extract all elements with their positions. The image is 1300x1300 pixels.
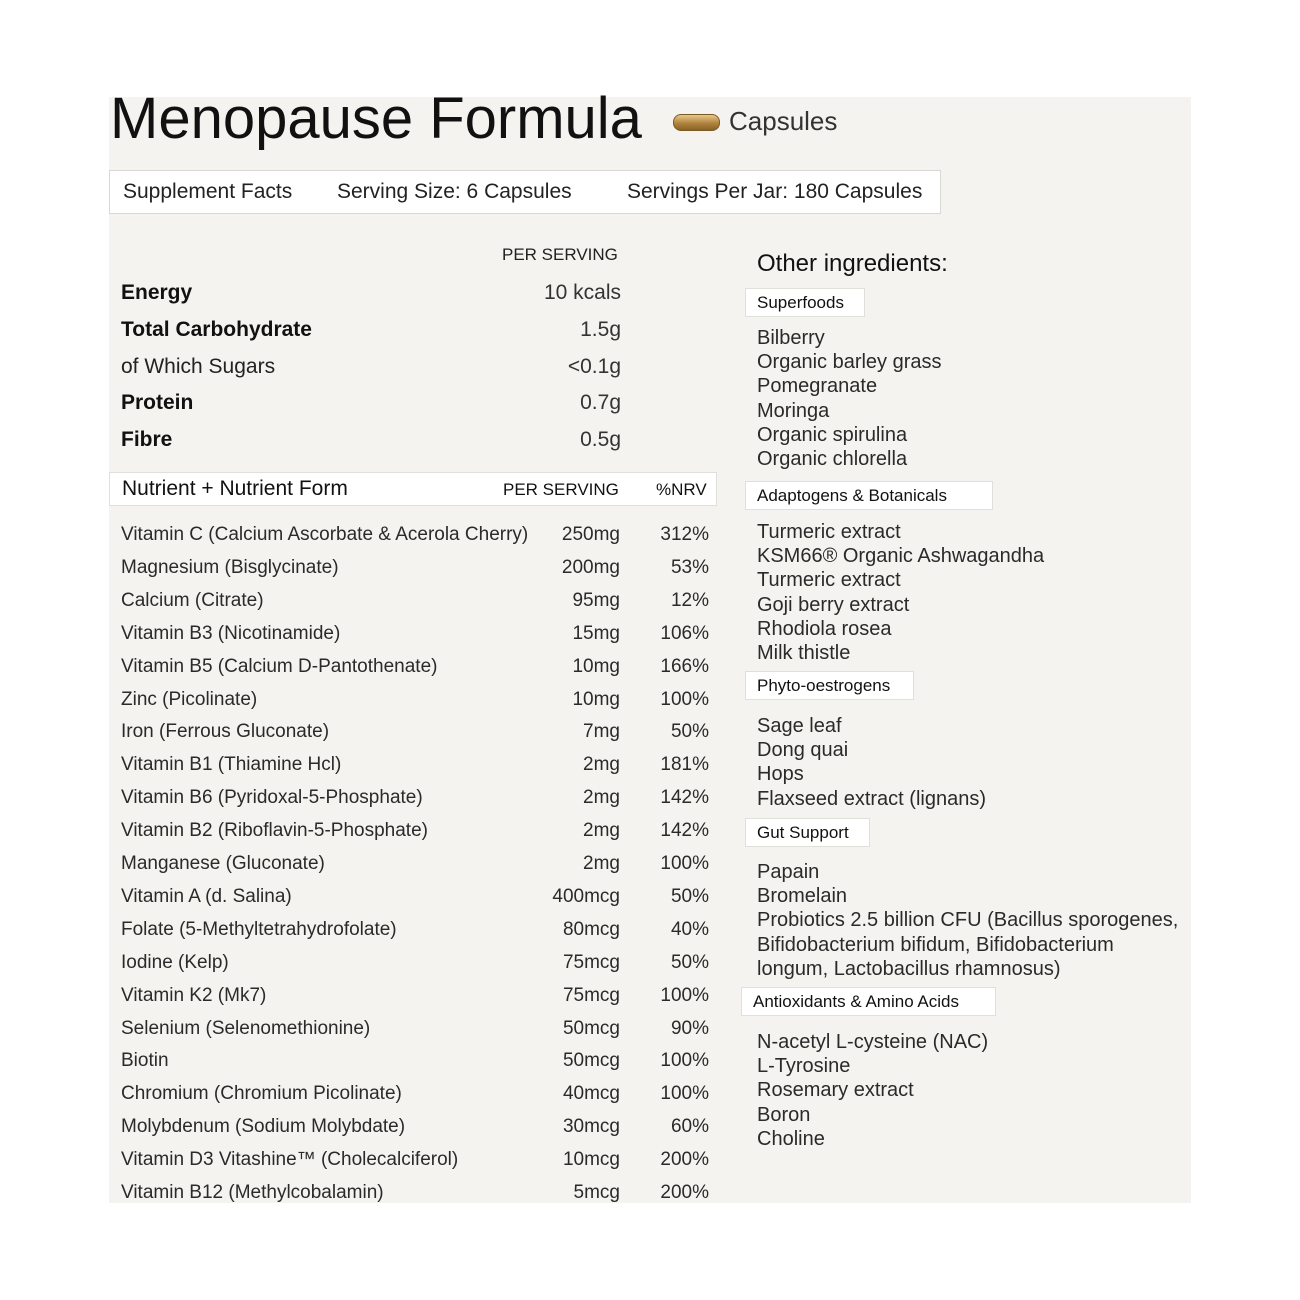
nutrient-name: Vitamin B1 (Thiamine Hcl): [121, 754, 342, 776]
nutrient-nrv: 60%: [670, 1116, 709, 1138]
nutrient-name: Vitamin K2 (Mk7): [121, 984, 267, 1006]
table-row: [121, 588, 709, 618]
nutrient-nrv: 53%: [670, 556, 709, 578]
table-row: [121, 1016, 709, 1046]
nutrient-name: Vitamin C (Calcium Ascorbate & Acerola Cherry): [121, 524, 529, 545]
ingredient-item: Organic chlorella: [757, 448, 908, 470]
nutrient-nrv: 100%: [660, 1083, 709, 1105]
ingredient-item: Bifidobacterium bifidum, Bifidobacterium: [757, 933, 1114, 956]
servings-per-jar: Servings Per Jar: 180 Capsules: [627, 180, 923, 203]
nutrient-amount: 15mg: [572, 622, 620, 644]
per-serving-column-header: PER SERVING: [503, 480, 619, 499]
table-row: [121, 818, 709, 848]
nutrient-name: Calcium (Citrate): [121, 589, 264, 611]
nutrient-amount: 2mg: [583, 853, 620, 874]
nutrient-nrv: 50%: [670, 721, 709, 743]
nutrition-name: Fibre: [121, 428, 173, 451]
serving-size: Serving Size: 6 Capsules: [337, 180, 572, 203]
product-title: Menopause Formula: [110, 86, 642, 151]
ingredient-item: Sage leaf: [757, 715, 842, 737]
ingredient-item: Bromelain: [757, 885, 848, 908]
table-row: [121, 1147, 709, 1177]
nutrient-table-header: [109, 472, 717, 506]
nutrient-amount: 10mcg: [562, 1149, 620, 1171]
table-row: [121, 1114, 709, 1144]
table-row: [121, 1081, 709, 1111]
nutrient-amount: 400mcg: [552, 885, 620, 907]
nutrient-amount: 30mcg: [562, 1116, 620, 1138]
ingredient-item: Papain: [757, 861, 820, 883]
nutrient-name: Chromium (Chromium Picolinate): [121, 1083, 402, 1105]
nutrient-nrv: 166%: [660, 655, 709, 677]
nutrition-name: Total Carbohydrate: [121, 318, 312, 341]
table-row: [121, 1048, 709, 1078]
nutrient-nrv: 100%: [660, 688, 709, 710]
nutrient-amount: 7mg: [583, 721, 620, 743]
ingredient-item: Choline: [757, 1127, 825, 1150]
ingredient-item: longum, Lactobacillus rhamnosus): [757, 957, 1061, 980]
nutrient-nrv: 142%: [660, 787, 709, 809]
nutrient-nrv: 312%: [660, 524, 709, 545]
nutrition-value: <0.1g: [567, 355, 621, 378]
nutrient-name: Magnesium (Bisglycinate): [121, 556, 339, 578]
nutrient-name: Vitamin B3 (Nicotinamide): [121, 622, 341, 644]
nutrient-name: Molybdenum (Sodium Molybdate): [121, 1116, 406, 1138]
nutrient-name: Iodine (Kelp): [121, 951, 229, 973]
nutrient-name: Zinc (Picolinate): [121, 688, 258, 710]
nutrient-nrv: 142%: [660, 820, 709, 842]
table-row: [121, 654, 709, 684]
nutrient-nrv: 90%: [670, 1017, 709, 1039]
nutrient-nrv: 50%: [670, 951, 709, 973]
nutrient-name: Biotin: [121, 1050, 169, 1072]
ingredient-category-label: Phyto-oestrogens: [745, 671, 914, 700]
nrv-column-header: %NRV: [656, 480, 707, 499]
nutrition-row: [121, 389, 621, 419]
nutrition-value: 1.5g: [580, 318, 621, 341]
nutrition-row: [121, 279, 621, 309]
nutrient-amount: 10mg: [572, 688, 620, 710]
ingredient-category-label: Gut Support: [745, 818, 870, 847]
nutrient-amount: 95mg: [572, 589, 620, 611]
nutrition-value: 0.5g: [580, 428, 621, 451]
nutrient-name: Folate (5-Methyltetrahydrofolate): [121, 918, 397, 940]
ingredient-item: Rhodiola rosea: [757, 617, 892, 640]
ingredient-category-label: Adaptogens & Botanicals: [745, 481, 993, 510]
table-row: [121, 555, 709, 585]
nutrient-column-header: Nutrient + Nutrient Form: [122, 477, 348, 500]
nutrient-nrv: 200%: [660, 1149, 709, 1171]
nutrition-row: [121, 316, 621, 346]
table-row: [121, 851, 709, 881]
table-row: [121, 522, 709, 552]
table-row: [121, 719, 709, 749]
nutrient-amount: 2mg: [583, 820, 620, 842]
ingredient-item: Organic spirulina: [757, 423, 908, 446]
ingredient-item: Turmeric extract: [757, 521, 901, 543]
capsule-label: Capsules: [729, 106, 838, 136]
nutrient-amount: 50mcg: [562, 1017, 620, 1039]
ingredient-item: Hops: [757, 763, 804, 786]
nutrition-row: [121, 353, 621, 383]
table-row: [121, 917, 709, 947]
capsule-icon: [673, 114, 720, 131]
nutrient-amount: 40mcg: [562, 1083, 620, 1105]
table-row: [121, 687, 709, 717]
nutrition-value: 10 kcals: [543, 281, 621, 304]
nutrient-name: Vitamin A (d. Salina): [121, 885, 292, 907]
nutrient-amount: 75mcg: [562, 984, 620, 1006]
nutrient-nrv: 100%: [660, 984, 709, 1006]
table-row: [121, 752, 709, 782]
nutrient-amount: 80mcg: [562, 918, 620, 940]
nutrient-amount: 10mg: [572, 655, 620, 677]
nutrient-amount: 200mg: [561, 556, 620, 578]
ingredient-item: Boron: [757, 1103, 811, 1126]
nutrient-name: Vitamin B5 (Calcium D-Pantothenate): [121, 655, 438, 677]
table-row: [121, 1180, 709, 1210]
ingredient-item: Dong quai: [757, 739, 849, 762]
ingredient-item: Bilberry: [757, 327, 825, 349]
nutrient-nrv: 12%: [670, 589, 709, 611]
ingredient-item: Probiotics 2.5 billion CFU (Bacillus sporogenes,: [757, 909, 1179, 932]
nutrient-name: Vitamin B12 (Methylcobalamin): [121, 1182, 384, 1203]
table-row: [121, 983, 709, 1013]
nutrition-value: 0.7g: [580, 391, 621, 414]
nutrition-row: [121, 426, 621, 456]
ingredient-item: N-acetyl L-cysteine (NAC): [757, 1031, 989, 1053]
table-row: [121, 621, 709, 651]
nutrition-name: Protein: [121, 391, 194, 414]
nutrient-nrv: 200%: [660, 1182, 709, 1203]
ingredient-category-label: Antioxidants & Amino Acids: [741, 987, 996, 1016]
nutrient-name: Vitamin B2 (Riboflavin-5-Phosphate): [121, 820, 428, 842]
table-row: [121, 785, 709, 815]
ingredient-item: Goji berry extract: [757, 593, 910, 616]
nutrient-nrv: 100%: [660, 1050, 709, 1072]
nutrient-amount: 250mg: [561, 524, 620, 545]
nutrient-nrv: 50%: [670, 885, 709, 907]
ingredient-item: Organic barley grass: [757, 351, 942, 374]
ingredient-item: Milk thistle: [757, 642, 851, 664]
ingredient-item: KSM66® Organic Ashwagandha: [757, 545, 1045, 568]
ingredient-item: Flaxseed extract (lignans): [757, 787, 986, 810]
nutrition-per-serving-header: PER SERVING: [502, 245, 618, 264]
supplement-facts-label: Supplement Facts: [123, 180, 293, 203]
nutrient-amount: 75mcg: [562, 951, 620, 973]
ingredient-category-label: Superfoods: [745, 288, 865, 317]
nutrient-name: Vitamin D3 Vitashine™ (Cholecalciferol): [121, 1149, 459, 1171]
ingredient-item: Moringa: [757, 399, 830, 422]
nutrient-amount: 5mcg: [573, 1182, 620, 1203]
ingredient-item: Rosemary extract: [757, 1079, 914, 1102]
nutrient-nrv: 40%: [670, 918, 709, 940]
ingredient-item: L-Tyrosine: [757, 1055, 851, 1078]
nutrition-name: Energy: [121, 281, 193, 304]
table-row: [121, 884, 709, 914]
nutrition-name: of Which Sugars: [121, 355, 276, 378]
supplement-facts-bar: [109, 170, 941, 214]
nutrient-amount: 2mg: [583, 754, 620, 776]
ingredient-item: Turmeric extract: [757, 569, 901, 592]
ingredient-item: Pomegranate: [757, 375, 878, 398]
nutrient-nrv: 100%: [660, 853, 709, 874]
nutrient-name: Selenium (Selenomethionine): [121, 1017, 371, 1039]
nutrient-name: Iron (Ferrous Gluconate): [121, 721, 330, 743]
nutrient-amount: 50mcg: [562, 1050, 620, 1072]
nutrient-amount: 2mg: [583, 787, 620, 809]
nutrient-nrv: 181%: [660, 754, 709, 776]
other-ingredients-title: Other ingredients:: [757, 250, 948, 277]
nutrient-nrv: 106%: [660, 622, 709, 644]
table-row: [121, 950, 709, 980]
nutrient-name: Manganese (Gluconate): [121, 853, 325, 874]
nutrient-name: Vitamin B6 (Pyridoxal-5-Phosphate): [121, 787, 423, 809]
